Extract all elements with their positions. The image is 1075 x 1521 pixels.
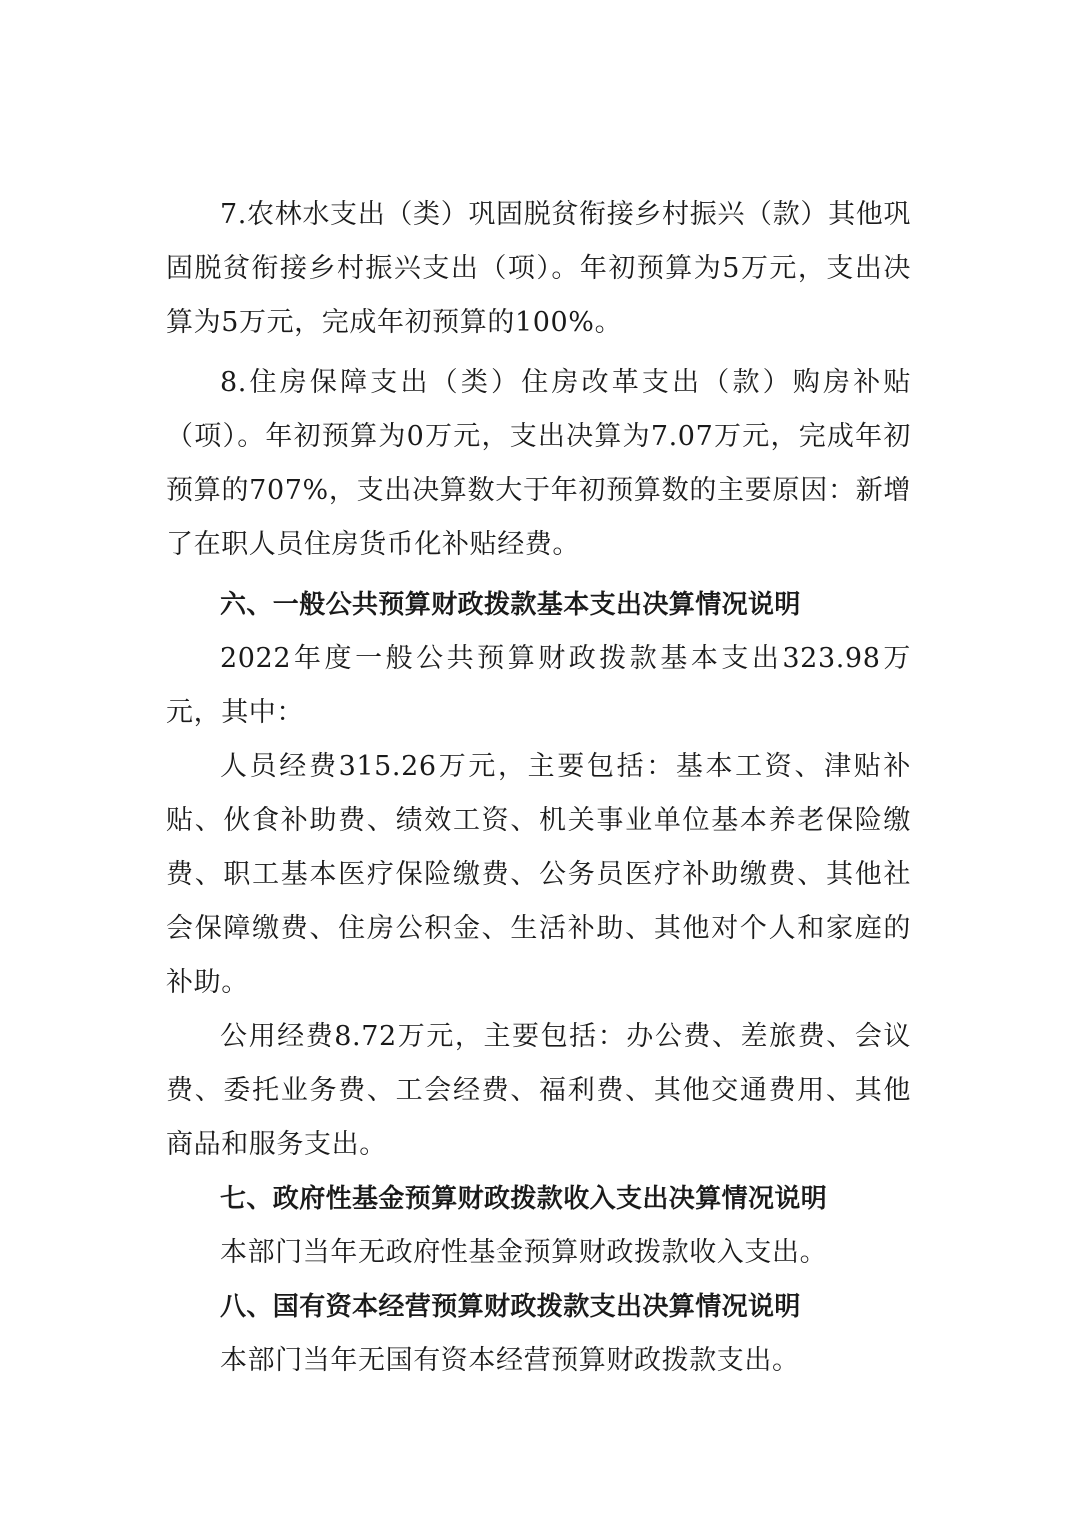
- paragraph-government-fund: 本部门当年无政府性基金预算财政拨款收入支出。: [220, 1237, 828, 1268]
- section-heading-basic-expenditure: 六、一般公共预算财政拨款基本支出决算情况说明: [220, 590, 801, 620]
- section-heading-government-fund: 七、政府性基金预算财政拨款收入支出决算情况说明: [220, 1184, 828, 1214]
- paragraph-state-capital: 本部门当年无国有资本经营预算财政拨款支出。: [220, 1345, 800, 1376]
- section-heading-state-capital: 八、国有资本经营预算财政拨款支出决算情况说明: [220, 1292, 801, 1322]
- paragraph-housing-expense: 8.住房保障支出（类）住房改革支出（款）购房补贴（项）。年初预算为0万元，支出决算为7.07万元，完成年初预算的707%，支出决算数大于年初预算数的主要原因：新增了在职人员住房货币化补贴经费。: [166, 367, 911, 560]
- paragraph-agriculture-expense: 7.农林水支出（类）巩固脱贫衔接乡村振兴（款）其他巩固脱贫衔接乡村振兴支出（项）。年初预算为5万元，支出决算为5万元，完成年初预算的100%。: [166, 199, 911, 338]
- document-page: [166, 188, 911, 1388]
- paragraph-basic-expenditure-total: 2022年度一般公共预算财政拨款基本支出323.98万元，其中：: [166, 643, 911, 728]
- paragraph-personnel-expense: 人员经费315.26万元，主要包括：基本工资、津贴补贴、伙食补助费、绩效工资、机关事业单位基本养老保险缴费、职工基本医疗保险缴费、公务员医疗补助缴费、其他社会保障缴费、住房公积金、生活补助、其他对个人和家庭的补助。: [166, 751, 911, 998]
- paragraph-public-expense: 公用经费8.72万元，主要包括：办公费、差旅费、会议费、委托业务费、工会经费、福利费、其他交通费用、其他商品和服务支出。: [166, 1021, 911, 1160]
